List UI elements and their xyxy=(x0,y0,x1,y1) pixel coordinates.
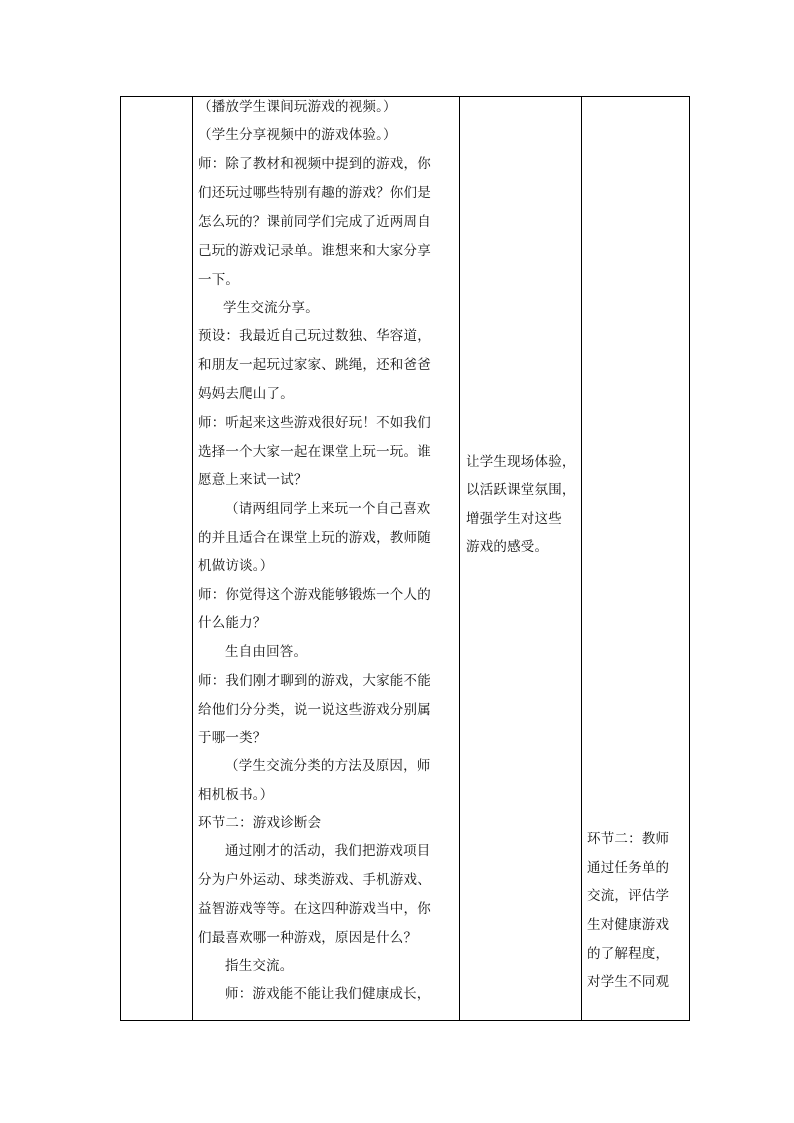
text-line: 怎么玩的？课前同学们完成了近两周自 xyxy=(198,214,431,230)
text-line: 增强学生对这些 xyxy=(466,511,562,527)
text-line: 相机板书。） xyxy=(198,787,274,803)
text-line: 的了解程度， xyxy=(587,946,670,962)
text-line: 己玩的游戏记录单。谁想来和大家分享 xyxy=(198,243,431,259)
text-line: 学生交流分享。 xyxy=(223,300,319,316)
text-line: 师：听起来这些游戏很好玩！不如我们 xyxy=(198,415,431,431)
text-line: 交流，评估学 xyxy=(587,888,670,904)
text-line: （学生分享视频中的游戏体验。） xyxy=(198,127,397,143)
text-line: 选择一个大家一起在课堂上玩一玩。谁 xyxy=(198,444,431,460)
text-line: 生对健康游戏 xyxy=(587,917,670,933)
text-line: 师：除了教材和视频中提到的游戏，你 xyxy=(198,156,431,172)
text-line: （学生交流分类的方法及原因，师 xyxy=(225,758,431,774)
text-line: 以活跃课堂氛围， xyxy=(466,482,576,498)
text-line: 游戏的感受。 xyxy=(466,539,549,555)
text-line: 生自由回答。 xyxy=(225,644,308,660)
text-line: 于哪一类？ xyxy=(198,730,267,746)
text-line: 通过任务单的 xyxy=(587,860,670,876)
text-line: 师：游戏能不能让我们健康成长， xyxy=(225,986,431,1002)
text-line: 机做访谈。） xyxy=(198,558,274,574)
text-line: 的并且适合在课堂上玩的游戏，教师随 xyxy=(198,530,431,546)
text-line: 给他们分分类，说一说这些游戏分别属 xyxy=(198,702,431,718)
text-line: 指生交流。 xyxy=(225,958,294,974)
text-line: （播放学生课间玩游戏的视频。） xyxy=(198,99,397,115)
text-line: 预设：我最近自己玩过数独、华容道， xyxy=(198,328,431,344)
text-line: 师：我们刚才聊到的游戏，大家能不能 xyxy=(198,673,431,689)
text-line: 师：你觉得这个游戏能够锻炼一个人的 xyxy=(198,587,431,603)
text-line: 通过刚才的活动，我们把游戏项目 xyxy=(225,843,431,859)
text-line: 和朋友一起玩过家家、跳绳，还和爸爸 xyxy=(198,357,431,373)
text-line: 分为户外运动、球类游戏、手机游戏、 xyxy=(198,872,431,888)
text-line: 们还玩过哪些特别有趣的游戏？你们是 xyxy=(198,185,431,201)
text-line: 一下。 xyxy=(198,272,240,288)
text-line: 让学生现场体验， xyxy=(466,454,576,470)
text-line: 对学生不同观 xyxy=(587,974,670,990)
text-line: 环节二：教师 xyxy=(587,831,670,847)
text-line: 愿意上来试一试？ xyxy=(198,472,308,488)
text-line: 妈妈去爬山了。 xyxy=(198,386,294,402)
evaluation-column xyxy=(581,97,691,1020)
lesson-plan-table xyxy=(120,96,690,1021)
design-intent-column xyxy=(459,97,581,1020)
text-line: （请两组同学上来玩一个自己喜欢 xyxy=(225,501,431,517)
teaching-process-column xyxy=(192,97,459,1020)
section-heading: 环节二：游戏诊断会 xyxy=(198,815,322,831)
text-line: 益智游戏等等。在这四种游戏当中，你 xyxy=(198,901,431,917)
text-line: 们最喜欢哪一种游戏，原因是什么？ xyxy=(198,930,418,946)
text-line: 什么能力？ xyxy=(198,615,267,631)
